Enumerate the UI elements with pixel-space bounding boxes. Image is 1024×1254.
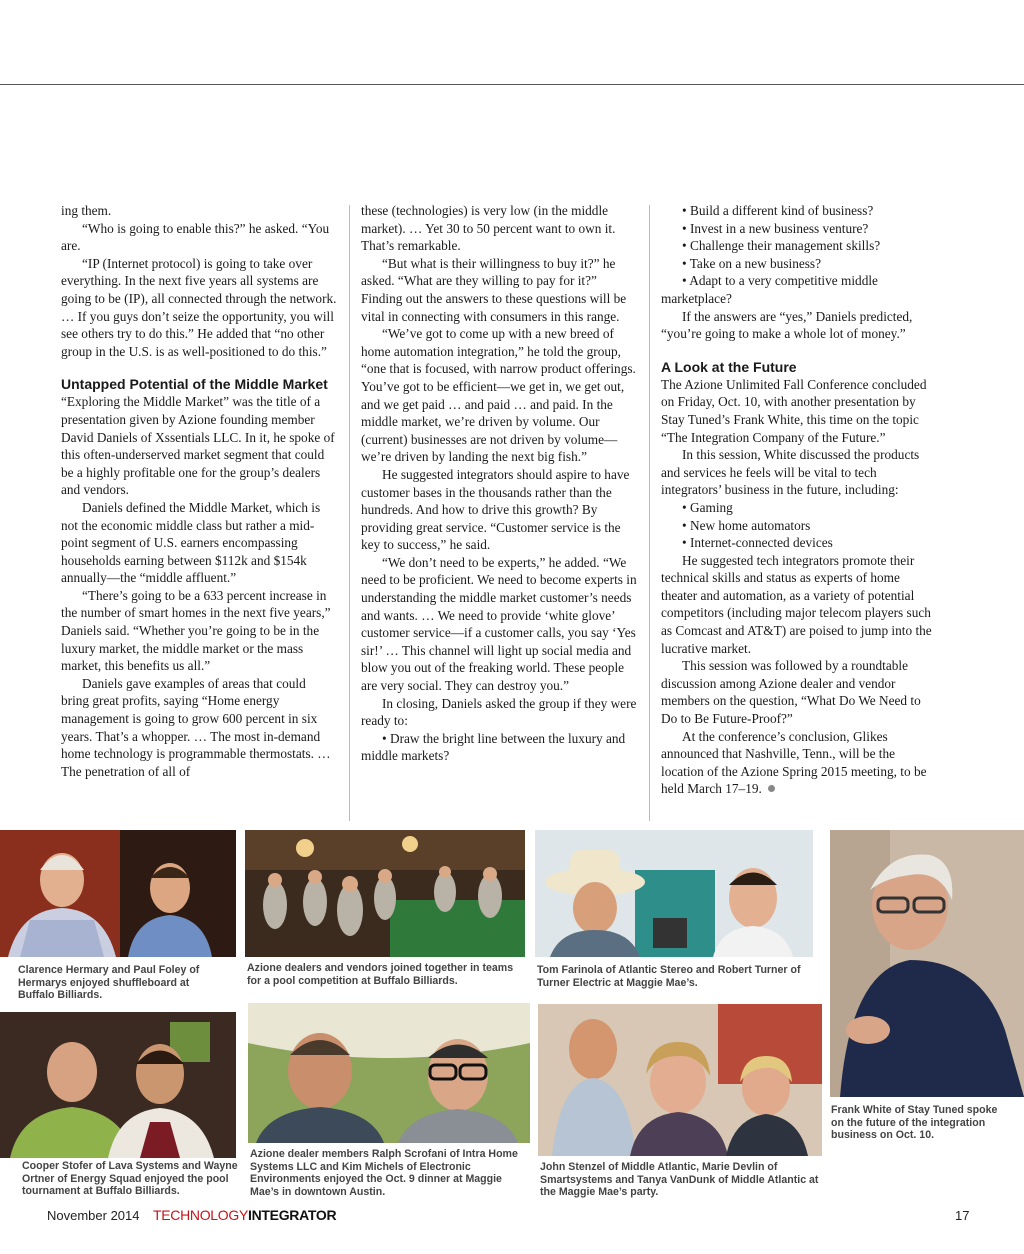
paragraph: “There’s going to be a 633 percent increase in the number of smart homes in the next five years,” Daniels said. “Whether you’re going to be in the luxury market, the middle market or the mass market, this benefits us all.”: [61, 587, 331, 674]
paragraph: ing them.: [61, 203, 112, 218]
bullet-item: • Internet-connected devices: [682, 535, 833, 551]
bullet-item: • Build a different kind of business?: [682, 203, 874, 218]
paragraph: Daniels defined the Middle Market, which is not the economic middle class but rather a mid-point segment of U.S. earners encompassing households earning between $112k and $154k annually—the “middle affluent.”: [61, 499, 321, 586]
photo-caption: John Stenzel of Middle Atlantic, Marie Devlin of Smartsystems and Tanya VanDunk of Middle Atlantic at the Maggie Mae’s party.: [540, 1161, 819, 1198]
logo-part-technology: TECHNOLOGY: [153, 1207, 249, 1223]
paragraph: “IP (Internet protocol) is going to take over everything. In the next five years all systems are going to be (IP), all connected through the network. … If you guys don’t seize the opportunity, you will see others try to do this.” He added that “no other group in the U.S. is as well-positioned to do this.”: [61, 255, 337, 359]
photo-farinola-turner: [535, 830, 813, 957]
paragraph: “But what is their willingness to buy it?” he asked. “What are they willing to pay for it?” Finding out the answers to these questions will be vital in connecting with consumers in this range.: [361, 255, 627, 324]
paragraph: He suggested integrators should aspire to have customer bases in the thousands rather than the hundreds. And how to drive this growth? By providing great service. “Customer service is the key to success,” he said.: [361, 466, 630, 553]
photo-caption: Clarence Hermary and Paul Foley of Hermarys enjoyed shuffleboard at Buffalo Billiards.: [18, 964, 200, 1001]
paragraph: If the answers are “yes,” Daniels predicted, “you’re going to make a whole lot of money.”: [661, 308, 913, 342]
photo-hermary-foley: [0, 830, 236, 957]
top-rule: [0, 84, 1024, 85]
paragraph: This session was followed by a roundtable discussion among Azione dealer and vendor members on the question, “What Do We Need to Do to Be Future-Proof?”: [661, 658, 921, 727]
paragraph: “Exploring the Middle Market” was the title of a presentation given by Azione founding member David Daniels of Xssentials LLC. In it, he spoke of this often-underserved market segment that could be a highly profitable one for the group’s dealers and vendors.: [61, 394, 335, 498]
photo-caption: Frank White of Stay Tuned spoke on the future of the integration business on Oct. 10.: [831, 1104, 998, 1141]
logo-part-integrator: INTEGRATOR: [248, 1207, 337, 1223]
photo-caption: Tom Farinola of Atlantic Stereo and Robert Turner of Turner Electric at Maggie Mae’s.: [537, 964, 801, 989]
paragraph: “Who is going to enable this?” he asked. “You are.: [61, 220, 330, 254]
paragraph: “We’ve got to come up with a new breed of home automation integration,” he told the group, “one that is focused, with narrow product offerings. You’ve got to be efficient—we get in, we get out, and we get paid … and paid … and paid. In the middle market, we’re driven by volume. Our (current) businesses are not driven by volume—we’re driven by landing the next big fish.”: [361, 326, 636, 465]
paragraph: He suggested tech integrators promote their technical skills and status as experts of home theater and automation, as a variety of potential competitors (including major telecom players such as Comcast and AT&T) are poised to jump into the lucrative market.: [661, 552, 932, 656]
footer-issue-date: November 2014: [47, 1208, 140, 1223]
section-heading: Untapped Potential of the Middle Market: [61, 376, 328, 393]
magazine-logo: [153, 1207, 336, 1223]
photo-caption: Azione dealers and vendors joined together in teams for a pool competition at Buffalo Billiards.: [247, 962, 514, 987]
column-divider: [649, 205, 650, 821]
bullet-item: • Draw the bright line between the luxury and middle markets?: [361, 730, 626, 764]
paragraph: In closing, Daniels asked the group if they were ready to:: [361, 695, 637, 729]
bullet-item: • Take on a new business?: [682, 255, 822, 271]
photo-scrofani-michels: [248, 1003, 530, 1143]
paragraph: “We don’t need to be experts,” he added. “We need to be proficient. We need to become experts in understanding the middle market customer’s needs and wants. … We need to provide ‘white glove’ customer service—if a customer calls, you say ‘Yes sir!’ … This channel will light up social media and blow you out of the freaking world. These people are very social. They can destroy you.”: [361, 554, 637, 694]
closing-paragraph-text: At the conference’s conclusion, Glikes announced that Nashville, Tenn., will be the location of the Azione Spring 2015 meeting, to be held March 17–19.: [661, 728, 927, 797]
photo-stenzel-devlin-vandunk: [538, 1004, 822, 1156]
photo-caption: Cooper Stofer of Lava Systems and Wayne Ortner of Energy Squad enjoyed the pool tournament at Buffalo Billiards.: [22, 1160, 238, 1197]
end-mark-icon: [768, 785, 775, 792]
column-divider: [349, 205, 350, 821]
bullet-item: • New home automators: [682, 517, 811, 533]
photo-stofer-ortner: [0, 1012, 236, 1158]
bullet-item: • Challenge their management skills?: [682, 238, 881, 254]
paragraph: The Azione Unlimited Fall Conference concluded on Friday, Oct. 10, with another presentation by Stay Tuned’s Frank White, this time on the topic “The Integration Company of the Future.”: [661, 376, 927, 445]
text-column-3: [661, 202, 937, 798]
section-heading: A Look at the Future: [661, 358, 797, 375]
paragraph: Daniels gave examples of areas that could bring great profits, saying “Home energy management is going to grow 600 percent in six years. That’s a whopper. … The most in-demand home technology is programmable thermostats. … The penetration of all of: [61, 675, 331, 779]
paragraph: [661, 728, 937, 798]
photo-pool-competition: [245, 830, 525, 957]
paragraph: In this session, White discussed the products and services he feels will be vital to tech integrators’ business in the future, including:: [661, 447, 920, 498]
bullet-item: • Adapt to a very competitive middle marketplace?: [661, 273, 878, 306]
page-number: 17: [955, 1208, 970, 1223]
text-column-2: [361, 202, 637, 765]
photo-caption: Azione dealer members Ralph Scrofani of Intra Home Systems LLC and Kim Michels of Electronic Environments enjoyed the Oct. 9 dinner at Maggie Mae’s in downtown Austin.: [250, 1148, 518, 1198]
paragraph: these (technologies) is very low (in the middle market). … Yet 30 to 50 percent want to own it. That’s remarkable.: [361, 203, 616, 254]
bullet-item: • Invest in a new business venture?: [682, 220, 869, 236]
photo-frank-white: [830, 830, 1024, 1097]
text-column-1: [61, 202, 337, 780]
bullet-item: • Gaming: [682, 499, 733, 515]
